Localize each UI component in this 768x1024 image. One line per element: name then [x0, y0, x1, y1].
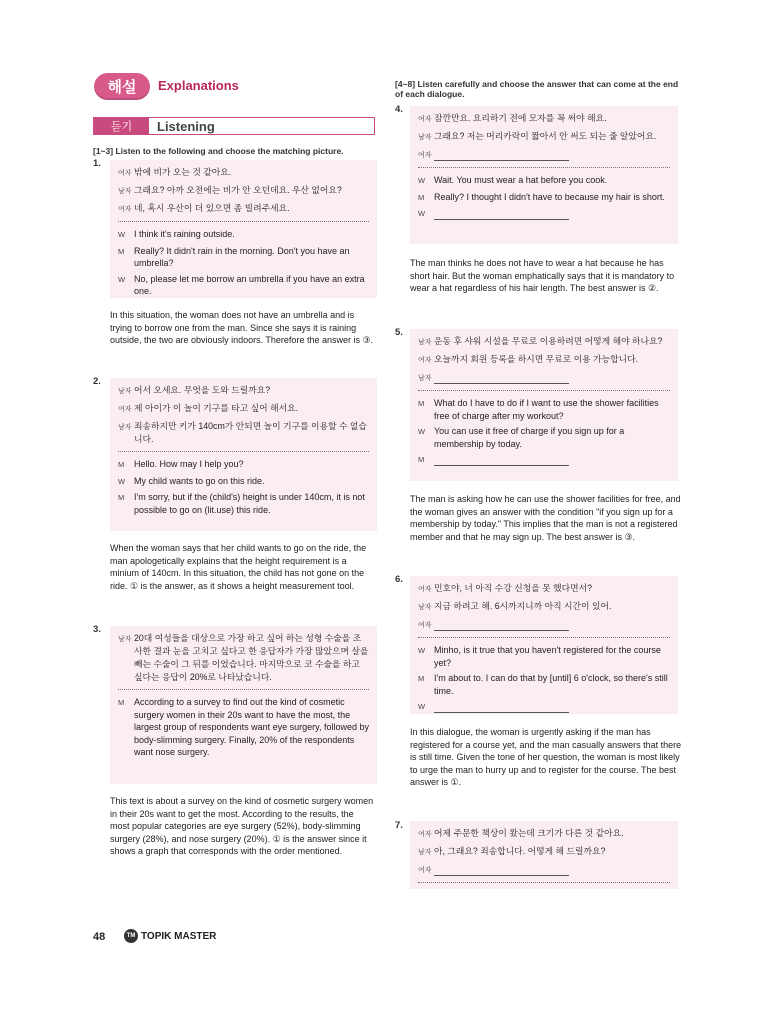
dialogue-line: 여자 민호야, 너 아직 수강 신청을 못 했다면서? [418, 583, 592, 593]
listening-ko-label: 듣기 [94, 118, 149, 134]
dialogue-line: W No, please let me borrow an umbrella if you have an extra one. [118, 273, 365, 296]
dialogue-box-q3 [110, 626, 377, 784]
answer-blank [434, 703, 569, 713]
divider [418, 167, 670, 168]
dialogue-box-q1 [110, 160, 377, 298]
dialogue-line: 여자 [418, 618, 670, 632]
question-number: 5. [395, 327, 403, 338]
dialogue-box-q5 [410, 329, 678, 481]
dialogue-line: 남자 죄송하지만 키가 140cm가 안되면 놀이 기구를 이용할 수 없습니다. [118, 421, 367, 444]
dialogue-line: 여자 잠깐만요. 요리하기 전에 모자를 꼭 써야 해요. [418, 113, 607, 123]
answer-blank [434, 866, 569, 876]
section-title: Explanations [158, 78, 239, 93]
dialogue-line: 여자 밖에 비가 오는 것 같아요. [118, 167, 232, 177]
dialogue-line: 여자 제 아이가 이 놀이 기구를 타고 싶어 해서요. [118, 403, 299, 413]
dialogue-line: 남자 아, 그래요? 죄송합니다. 어떻게 해 드릴까요? [418, 846, 606, 856]
dialogue-line: W Wait. You must wear a hat before you cook. [418, 175, 608, 185]
explanation-q2: When the woman says that her child wants to go on the ride, the man apologetically explains that the height requirement is a minium of 140cm. In this situation, the child has not gone on the ride. ① is the answer, as it shows a height measurement tool. [110, 543, 367, 591]
explanation-q4: The man thinks he does not have to wear a hat because he has short hair. But the woman emphatically says that it is mandatory to wear a hat regardless of his hair length. The best answer is ②. [410, 258, 675, 293]
instruction-1-3: [1~3] Listen to the following and choose the matching picture. [93, 146, 344, 156]
dialogue-line: M [418, 453, 670, 467]
dialogue-line: W You can use it free of charge if you sign up for a membership by today. [418, 426, 625, 449]
listening-header [93, 117, 375, 135]
listening-en-label: Listening [157, 118, 215, 134]
question-number: 3. [93, 624, 101, 635]
dialogue-line: 여자 어제 주문한 책상이 왔는데 크기가 다른 것 같아요. [418, 828, 624, 838]
explanation-q1: In this situation, the woman does not have an umbrella and is trying to borrow one from the man. Since she says it is raining outside, the two are obviously indoors. Therefore the answer is ③. [110, 310, 374, 345]
divider [418, 637, 670, 638]
section-label-badge: 해설 [94, 73, 150, 100]
dialogue-line: 여자 [418, 863, 670, 877]
brand-name: TOPIK MASTER [141, 930, 217, 942]
dialogue-line: 남자 지금 하려고 해. 6시까지니까 아직 시간이 있어. [418, 601, 612, 611]
question-number: 4. [395, 104, 403, 115]
question-number: 1. [93, 158, 101, 169]
explanation-q5: The man is asking how he can use the shower facilities for free, and the woman gives an answer with the condition "if you sign up for a membership by today." This implies that the man is not a registered member and that he may sign up. The best answer is ③. [410, 494, 681, 542]
logo-icon: TM [124, 929, 138, 943]
instruction-4-8: [4~8] Listen carefully and choose the answer that can come at the end of each dialogue. [395, 79, 679, 99]
dialogue-line: W [418, 207, 670, 221]
divider [118, 689, 369, 690]
dialogue-line: M What do I have to do if I want to use the shower facilities free of charge after my workout? [418, 398, 659, 421]
dialogue-line: 남자 그래요? 아까 오전에는 비가 안 오던데요. 우산 없어요? [118, 185, 342, 195]
page-number: 48 [93, 931, 106, 943]
dialogue-box-q7 [410, 821, 678, 889]
question-number: 7. [395, 820, 403, 831]
dialogue-line: M Really? I thought I didn't have to because my hair is short. [418, 191, 665, 202]
dialogue-line: M I'm sorry, but if the (child's) height is under 140cm, it is not possible to go on (lit.use) this ride. [118, 492, 365, 515]
answer-blank [434, 621, 569, 631]
answer-blank [434, 456, 569, 466]
dialogue-line: M Hello. How may I help you? [118, 459, 244, 469]
dialogue-line: 남자 [418, 371, 670, 385]
dialogue-line: M According to a survey to find out the kind of cosmetic surgery women in their 20s want to have the most, the largest group of respondents want eye surgery, followed by body-slimming surgery. Finally, 20% of the respondents want nose surgery. [118, 697, 369, 757]
explanation-q3: This text is about a survey on the kind of cosmetic surgery women in their 20s want to get the most. According to the results, the most popular categories are eye surgery (52%), body-slimming surgery (28%), and nose surgery (20%). ① is the answer since it shows a graph that corresponds with the order mentioned. [110, 796, 374, 856]
dialogue-line: M Really? It didn't rain in the morning. Don't you have an umbrella? [118, 245, 350, 268]
dialogue-line: W I think it's raining outside. [118, 229, 235, 239]
divider [418, 882, 670, 883]
dialogue-line: M I'm about to. I can do that by [until] 6 o'clock, so there's still time. [418, 673, 668, 696]
answer-blank [434, 374, 569, 384]
question-number: 6. [395, 574, 403, 585]
dialogue-line: 남자 그래요? 저는 머리카락이 짧아서 안 써도 되는 줄 알았어요. [418, 131, 657, 141]
dialogue-line: 남자 운동 후 샤워 시설을 무료로 이용하려면 어떻게 해야 하나요? [418, 336, 663, 346]
dialogue-line: 여자 [418, 148, 670, 162]
dialogue-line: 여자 네, 혹시 우산이 더 있으면 좀 빌려주세요. [118, 203, 290, 213]
question-number: 2. [93, 376, 101, 387]
divider [118, 221, 369, 222]
dialogue-box-q2 [110, 378, 377, 531]
answer-blank [434, 151, 569, 161]
dialogue-line: W [418, 700, 670, 714]
answer-blank [434, 210, 569, 220]
divider [118, 451, 369, 452]
dialogue-line: W Minho, is it true that you haven't registered for the course yet? [418, 645, 661, 668]
explanation-q6: In this dialogue, the woman is urgently asking if the man has registered for a course yet, and the man casually answers that there is still time. Given the tone of her question, the woman is most likely to urge the man to hurry up and to register for the course. The best answer is ①. [410, 727, 682, 787]
divider [418, 390, 670, 391]
brand-logo [124, 929, 216, 943]
dialogue-line: 남자 어서 오세요. 무엇을 도와 드릴까요? [118, 385, 271, 395]
dialogue-line: 남자 20대 여성들을 대상으로 가장 하고 싶어 하는 성형 수술을 조사한 결과 눈을 고치고 싶다고 한 응답자가 가장 많았으며 살을 빼는 수술이 그 뒤를 이었습니다. 마지막으로 코 수술을 하고 싶다는 응답이 20%로 나타났습니다. [118, 633, 369, 682]
dialogue-box-q6 [410, 576, 678, 714]
dialogue-line: W My child wants to go on this ride. [118, 475, 265, 486]
dialogue-line: 여자 오늘까지 회원 등록을 하시면 무료로 이용 가능합니다. [418, 354, 639, 364]
dialogue-box-q4 [410, 106, 678, 244]
